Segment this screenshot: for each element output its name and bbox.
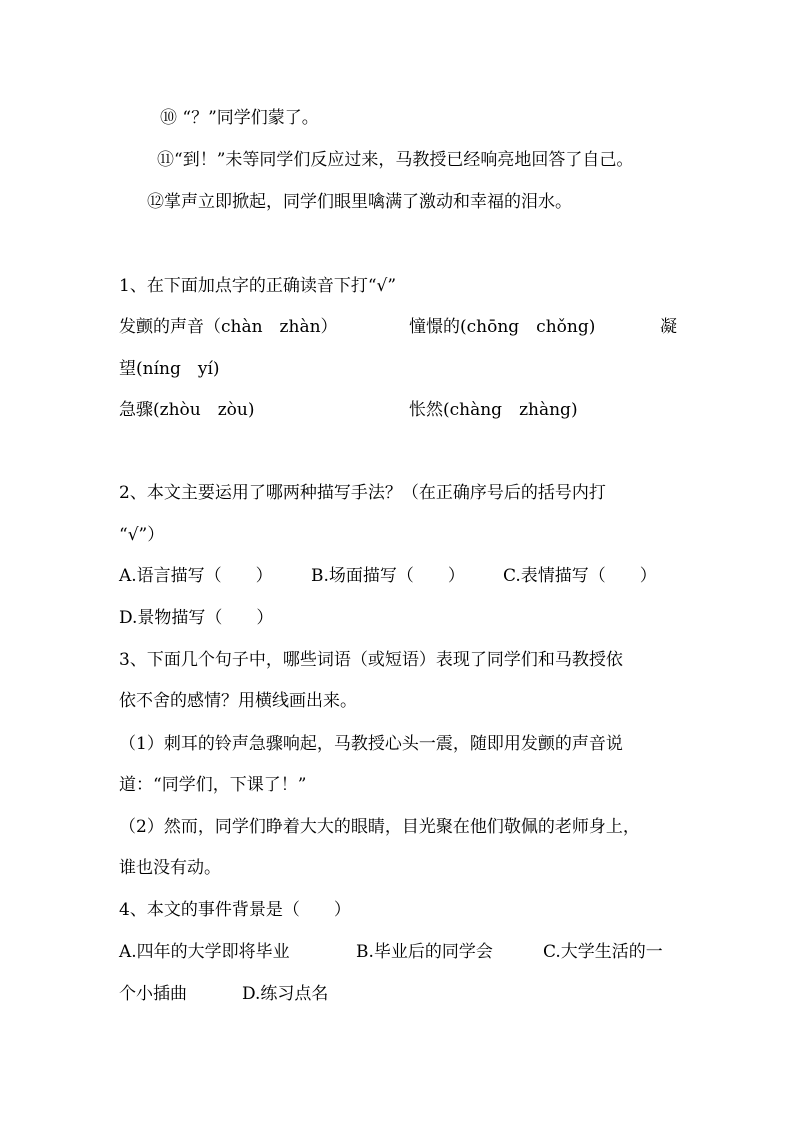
- passage-line-10: ⑩ “？”同学们蒙了。: [160, 108, 319, 128]
- passage-line-11: ⑪“到！”未等同学们反应过来，马教授已经响亮地回答了自己。: [157, 150, 634, 170]
- q1-item-ningwang-start: 凝: [660, 317, 677, 337]
- question-1-title: 1、在下面加点字的正确读音下打“√”: [119, 276, 397, 296]
- passage-line-12: ⑫掌声立即掀起，同学们眼里噙满了激动和幸福的泪水。: [147, 192, 572, 212]
- question-3-title: 3、下面几个句子中，哪些词语（或短语）表现了同学们和马教授依: [119, 650, 623, 670]
- q2-option-a: A.语言描写（ ）: [119, 566, 273, 586]
- q4-option-b: B.毕业后的同学会: [356, 942, 493, 962]
- question-2-title: 2、本文主要运用了哪两种描写手法？（在正确序号后的括号内打: [119, 483, 606, 503]
- q2-option-d: D.景物描写（ ）: [119, 608, 274, 628]
- q1-item-fachan: 发颤的声音（chàn zhàn）: [119, 317, 338, 337]
- q1-item-chongjing: 憧憬的(chōng chǒng): [409, 317, 596, 337]
- q2-option-b: B.场面描写（ ）: [311, 566, 465, 586]
- q3-sentence-2: （2）然而，同学们睁着大大的眼睛，目光聚在他们敬佩的老师身上，: [119, 817, 640, 837]
- q4-option-d: D.练习点名: [242, 984, 329, 1004]
- q1-item-jizhou: 急骤(zhòu zòu): [119, 400, 255, 420]
- q3-sentence-2-cont: 谁也没有动。: [119, 858, 221, 878]
- q4-option-c: C.大学生活的一: [543, 942, 663, 962]
- q2-option-c: C.表情描写（ ）: [503, 566, 657, 586]
- q4-option-a: A.四年的大学即将毕业: [119, 942, 290, 962]
- q1-item-ningwang-cont: 望(níng yí): [119, 359, 220, 379]
- q1-item-changran: 怅然(chàng zhàng): [409, 400, 578, 420]
- question-2-title-cont: “√”）: [119, 525, 165, 545]
- question-4-title: 4、本文的事件背景是（ ）: [119, 900, 351, 920]
- q3-sentence-1: （1）刺耳的铃声急骤响起，马教授心头一震，随即用发颤的声音说: [119, 734, 623, 754]
- question-3-title-cont: 依不舍的感情？用横线画出来。: [119, 691, 357, 711]
- q3-sentence-1-cont: 道：“同学们，下课了！”: [119, 775, 307, 795]
- q4-option-c-cont: 个小插曲: [119, 984, 187, 1004]
